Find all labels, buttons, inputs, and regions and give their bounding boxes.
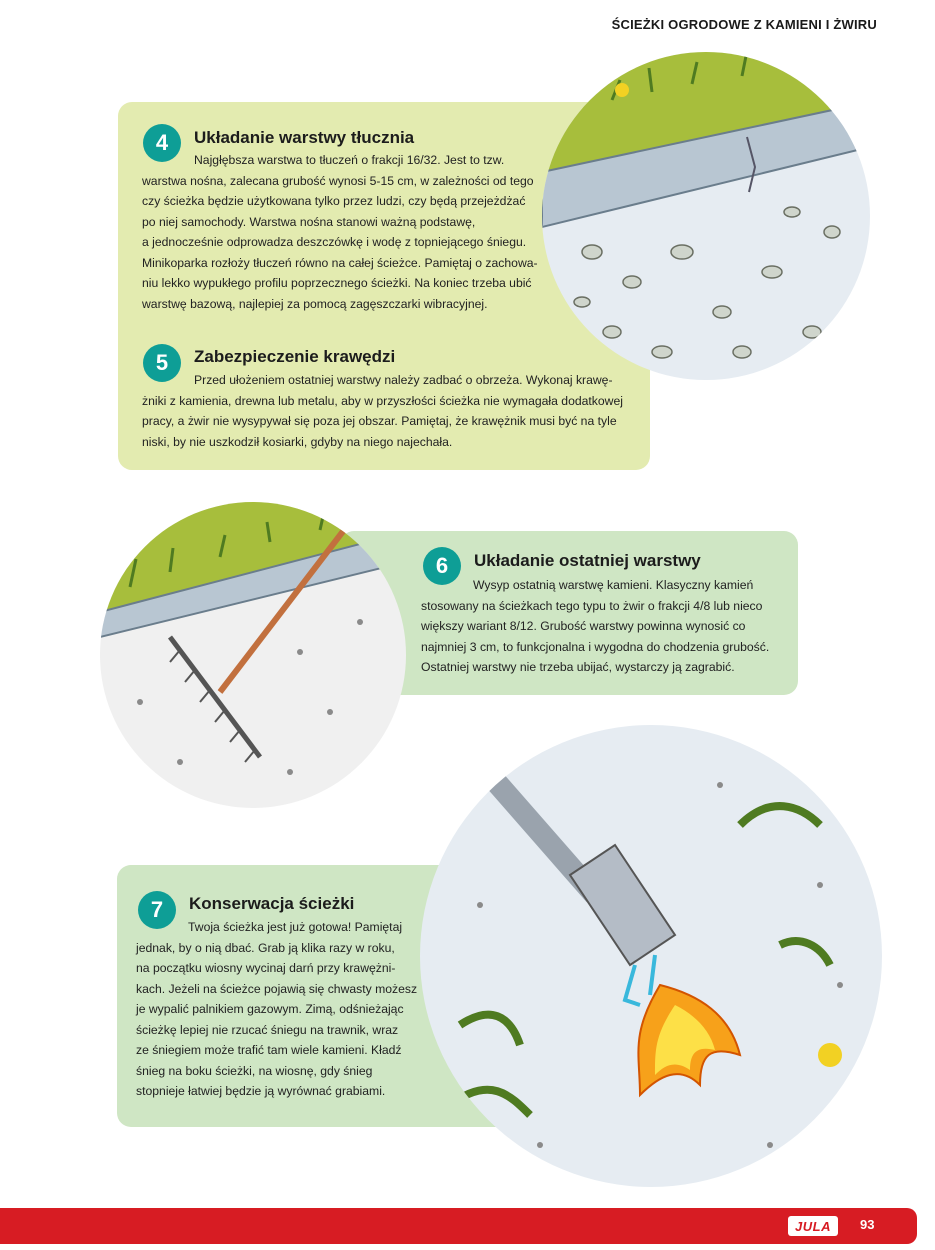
text-line: Minikoparka rozłoży tłuczeń równo na całej ścieżce. Pamiętaj o zachowa-	[142, 255, 538, 270]
text-line: Najgłębsza warstwa to tłuczeń o frakcji 16/32. Jest to tzw.	[194, 153, 505, 167]
text-line: jednak, by o nią dbać. Grab ją klika razy w roku,	[136, 940, 395, 955]
illustration-weed-burner	[420, 725, 882, 1187]
text-line: kach. Jeżeli na ścieżce pojawią się chwasty możesz	[136, 981, 418, 996]
step-title-5: Zabezpieczenie krawędzi	[194, 347, 396, 366]
step-title-6: Układanie ostatniej warstwy	[474, 551, 701, 570]
step-text-7	[136, 917, 417, 1102]
illustration-gravel-base	[542, 52, 870, 380]
text-line: żniki z kamienia, drewna lub metalu, aby w przyszłości ścieżka nie wymagała dodatkowej	[142, 393, 623, 408]
text-line: stopnieje łatwiej będzie ją wyrównać grabiami.	[136, 1084, 386, 1098]
step-text-5	[142, 370, 623, 452]
brand-logo: JULA	[788, 1216, 838, 1236]
step-text-6	[421, 575, 769, 678]
text-line: stosowany na ścieżkach tego typu to żwir o frakcji 4/8 lub nieco	[421, 598, 763, 613]
text-line: Twoja ścieżka jest już gotowa! Pamiętaj	[188, 920, 403, 934]
step-number-6: 6	[423, 547, 461, 585]
step-text-4	[142, 150, 538, 314]
step-number-4: 4	[143, 124, 181, 162]
illustration-rake	[100, 502, 406, 808]
text-line: większy wariant 8/12. Grubość warstwy powinna wynosić co	[421, 619, 746, 633]
step-title-7: Konserwacja ścieżki	[189, 894, 355, 913]
text-line: Ostatniej warstwy nie trzeba ubijać, wystarczy ją zagrabić.	[421, 660, 735, 674]
text-line: niu lekko wypukłego profilu poprzecznego ścieżki. Na koniec trzeba ubić	[142, 276, 532, 290]
text-line: na początku wiosny wycinaj darń przy krawężni-	[136, 961, 396, 975]
text-line: czy ścieżka będzie użytkowana tylko przez ludzi, czy będą przejeżdżać	[142, 194, 526, 208]
text-line: po niej samochody. Warstwa nośna stanowi ważną podstawę,	[142, 214, 476, 229]
text-line: warstwę bazową, najlepiej za pomocą zagęszczarki wibracyjnej.	[142, 296, 488, 311]
running-header: ŚCIEŻKI OGRODOWE Z KAMIENI I ŻWIRU	[611, 17, 877, 32]
text-line: je wypalić palnikiem gazowym. Zimą, odśnieżając	[136, 1002, 404, 1016]
text-line: niski, by nie uszkodził kosiarki, gdyby na niego najechała.	[142, 434, 453, 449]
text-line: śnieg na boku ścieżki, na wiosnę, gdy śnieg	[136, 1063, 373, 1078]
text-line: a jednocześnie odprowadza deszczówkę i wodę z topniejącego śniegu.	[142, 235, 527, 249]
text-line: ze śniegiem może trafić tam wiele kamieni. Kładź	[136, 1043, 402, 1057]
text-line: pracy, a żwir nie wysypywał się poza jej obszar. Pamiętaj, że krawężnik musi być na tyle	[142, 414, 617, 428]
text-line: Wysyp ostatnią warstwę kamieni. Klasyczny kamień	[473, 578, 754, 592]
text-line: Przed ułożeniem ostatniej warstwy należy zadbać o obrzeża. Wykonaj krawę-	[194, 373, 613, 387]
step-number-5: 5	[143, 344, 181, 382]
text-line: warstwa nośna, zalecana grubość wynosi 5-15 cm, w zależności od tego	[142, 173, 534, 188]
step-number-7: 7	[138, 891, 176, 929]
step-title-4: Układanie warstwy tłucznia	[194, 128, 415, 147]
footer-bar	[0, 1208, 917, 1244]
page-number: 93	[860, 1217, 875, 1232]
text-line: ścieżkę lepiej nie rzucać śniegu na trawnik, wraz	[136, 1022, 399, 1037]
text-line: najmniej 3 cm, to funkcjonalna i wygodna do chodzenia grubość.	[421, 639, 770, 654]
